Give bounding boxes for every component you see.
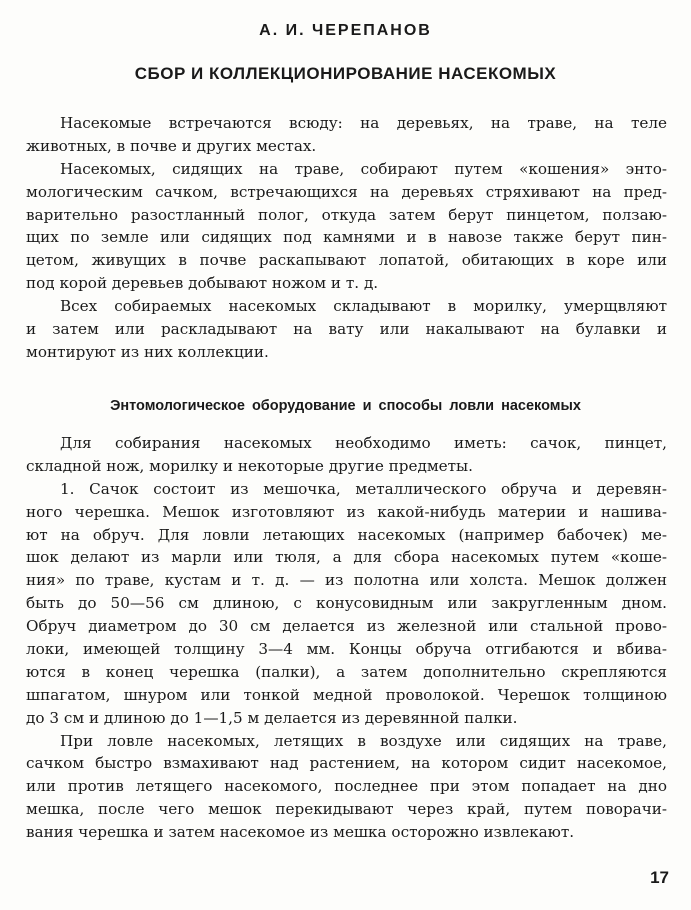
text-line: до 3 см и длиною до 1—1,5 м делается из деревянной палки. [26,708,518,727]
text-line: локи, имеющей толщину 3—4 мм. Концы обруча отгибаются и вбива- [26,640,667,659]
chapter-title: СБОР И КОЛЛЕКЦИОНИРОВАНИЕ НАСЕКОМЫХ [134,64,557,83]
text-line: складной нож, морилку и некоторые другие предметы. [26,456,473,475]
text-line: шок делают из марли или тюля, а для сбора насекомых путем «коше- [26,548,667,567]
intro-text [26,112,667,364]
section-heading: Энтомологическое оборудование и способы ловли насекомых [110,398,581,414]
body-text [26,432,667,844]
text-line: ного черешка. Мешок изготовляют из какой-нибудь материи и нашива- [26,502,667,521]
text-line: вания черешка и затем насекомое из мешка осторожно извлекают. [26,823,575,842]
text-line: Всех собираемых насекомых складывают в морилку, умерщвляют [60,297,667,316]
text-line: мологическим сачком, встречающихся на деревьях стряхивают на пред- [26,182,667,201]
text-line: под корой деревьев добывают ножом и т. д. [26,274,379,293]
text-line: Насекомых, сидящих на траве, собирают путем «кошения» энто- [60,159,667,178]
text-line: ют на обруч. Для ловли летающих насекомых (например бабочек) ме- [26,525,667,544]
text-line: цетом, живущих в почве раскапывают лопатой, обитающих в коре или [26,251,667,270]
text-line: сачком быстро взмахивают над растением, на котором сидит насекомое, [26,754,667,773]
text-line: шпагатом, шнуром или тонкой медной проволокой. Черешок толщиною [26,685,667,704]
text-line: Насекомые встречаются всюду: на деревьях, на траве, на теле [60,114,667,132]
text-line: Для собирания насекомых необходимо иметь: сачок, пинцет, [60,434,667,452]
text-line: Обруч диаметром до 30 см делается из железной или стальной прово- [26,617,667,636]
text-line: или против летящего насекомого, последнее при этом попадает на дно [26,777,667,796]
text-line: 1. Сачок состоит из мешочка, металлического обруча и деревян- [60,479,667,498]
text-line: и затем или раскладывают на вату или накалывают на булавки и [26,320,667,339]
text-line: варительно разостланный полог, откуда затем берут пинцетом, ползаю- [26,205,667,224]
page-number: 17 [650,868,669,887]
text-line: монтируют из них коллекции. [26,342,269,361]
text-line: быть до 50—56 см длиною, с конусовидным или закругленным дном. [26,594,667,613]
text-line: ния» по траве, кустам и т. д. — из полотна или холста. Мешок должен [26,571,667,590]
text-line: мешка, после чего мешок перекидывают через край, путем поворачи- [26,800,667,819]
text-line: животных, в почве и других местах. [26,136,317,155]
text-line: щих по земле или сидящих под камнями и в навозе также берут пин- [26,228,667,247]
text-line: ются в конец черешка (палки), а затем дополнительно скрепляются [26,662,667,681]
author-name: А. И. ЧЕРЕПАНОВ [259,22,432,39]
text-line: При ловле насекомых, летящих в воздухе или сидящих на траве, [60,731,667,750]
